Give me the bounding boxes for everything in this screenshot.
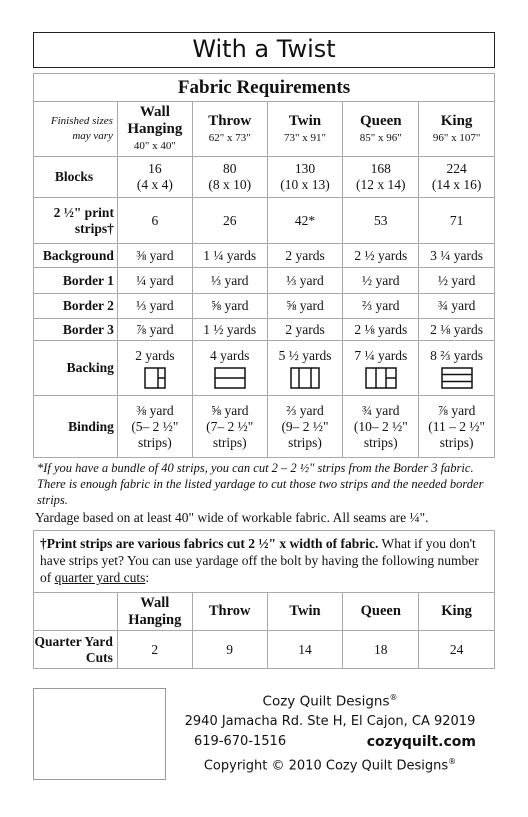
- yardage-note: Yardage based on at least 40" wide of workable fabric. All seams are ¼".: [35, 510, 429, 525]
- backing-layout-icon: [441, 367, 473, 389]
- size-header: Wall Hanging: [117, 593, 192, 631]
- cell: ⅝ yard: [192, 294, 267, 319]
- size-header: Queen: [343, 593, 419, 631]
- cell: ⅓ yard: [117, 294, 192, 319]
- footer: [180, 688, 480, 776]
- row-label: Border 3: [34, 319, 118, 341]
- row-label: 2 ½" print strips†: [34, 198, 118, 244]
- cell: ¾ yard: [419, 294, 495, 319]
- cell: 2 yards: [117, 341, 192, 396]
- row-label: Blocks: [34, 157, 118, 198]
- cell: ¾ yard (10– 2 ½" strips): [343, 396, 419, 458]
- cell: 2 yards: [267, 319, 343, 341]
- cell: 224 (14 x 16): [419, 157, 495, 198]
- address: 2940 Jamacha Rd. Ste H, El Cajon, CA 92019: [184, 713, 476, 729]
- cell: 2 ½ yards: [343, 244, 419, 268]
- cell: 8 ⅔ yards: [419, 341, 495, 396]
- border1-row: [34, 268, 495, 294]
- cell: 2 ⅛ yards: [419, 319, 495, 341]
- cell: ⅓ yard: [267, 268, 343, 294]
- pattern-title: With a Twist: [33, 32, 495, 68]
- row-label: Border 1: [34, 268, 118, 294]
- backing-layout-icon: [144, 367, 166, 389]
- size-header: Wall Hanging 40" x 40": [117, 102, 192, 157]
- print-strips-explanation: †Print strips are various fabrics cut 2 ½" x width of fabric. What if you don't have strips yet? You can use yardage off the bolt by having the following number of quarter yard cuts:: [34, 531, 495, 593]
- contact-row: [180, 732, 480, 752]
- row-label: Backing: [34, 341, 118, 396]
- cell: 1 ½ yards: [192, 319, 267, 341]
- cell: 130 (10 x 13): [267, 157, 343, 198]
- cell: 14: [267, 631, 343, 669]
- cell: 2 yards: [267, 244, 343, 268]
- border2-row: [34, 294, 495, 319]
- cell: 9: [192, 631, 267, 669]
- cell: ½ yard: [419, 268, 495, 294]
- border3-row: [34, 319, 495, 341]
- backing-layout-icon: [365, 367, 397, 389]
- website-link[interactable]: cozyquilt.com: [366, 733, 476, 750]
- quarter-yard-header-row: [34, 593, 495, 631]
- copyright: Copyright © 2010 Cozy Quilt Designs®: [203, 756, 457, 773]
- cell: 2 ⅛ yards: [343, 319, 419, 341]
- blocks-row: [34, 157, 495, 198]
- binding-row: [34, 396, 495, 458]
- cell: 7 ¼ yards: [343, 341, 419, 396]
- size-header: King: [419, 593, 495, 631]
- phone: 619-670-1516: [194, 733, 287, 749]
- strip-bundle-footnote: *If you have a bundle of 40 strips, you can cut 2 – 2 ½" strips from the Border 3 fabric. There is enough fabric in the listed yardage to cut those two strips and the needed border strips.: [37, 461, 484, 507]
- size-header: Twin 73" x 91": [267, 102, 343, 157]
- cell: 71: [419, 198, 495, 244]
- cell: 168 (12 x 14): [343, 157, 419, 198]
- quarter-yard-row: [34, 631, 495, 669]
- cell: ⅔ yard: [343, 294, 419, 319]
- size-header: King 96" x 107": [419, 102, 495, 157]
- cell: ⅓ yard: [192, 268, 267, 294]
- row-label: Background: [34, 244, 118, 268]
- cell: ⅔ yard (9– 2 ½" strips): [267, 396, 343, 458]
- print-strips-table: [33, 530, 495, 669]
- size-header: Queen 85" x 96": [343, 102, 419, 157]
- cell: 1 ¼ yards: [192, 244, 267, 268]
- cell: 53: [343, 198, 419, 244]
- backing-row: [34, 341, 495, 396]
- cell: ⅞ yard (11 – 2 ½" strips): [419, 396, 495, 458]
- cell: 4 yards: [192, 341, 267, 396]
- cell: 24: [419, 631, 495, 669]
- row-label: Binding: [34, 396, 118, 458]
- cell: 5 ½ yards: [267, 341, 343, 396]
- cell: 18: [343, 631, 419, 669]
- cell: 2: [117, 631, 192, 669]
- backing-layout-icon: [214, 367, 246, 389]
- finished-sizes-note: Finished sizes may vary: [34, 102, 118, 157]
- cell: ⅜ yard: [117, 244, 192, 268]
- cell: ½ yard: [343, 268, 419, 294]
- size-header: Throw: [192, 593, 267, 631]
- size-header: Twin: [267, 593, 343, 631]
- background-row: [34, 244, 495, 268]
- image-placeholder: [33, 688, 166, 780]
- empty-cell: [34, 593, 118, 631]
- cell: 80 (8 x 10): [192, 157, 267, 198]
- fabric-requirements-table: [33, 73, 495, 458]
- requirements-heading: Fabric Requirements: [34, 74, 495, 102]
- cell: 3 ¼ yards: [419, 244, 495, 268]
- cell: 16 (4 x 4): [117, 157, 192, 198]
- company-name: Cozy Quilt Designs®: [262, 693, 398, 710]
- row-label: Quarter Yard Cuts: [34, 631, 118, 669]
- cell: ⅝ yard (7– 2 ½" strips): [192, 396, 267, 458]
- print-strips-row: [34, 198, 495, 244]
- size-header: Throw 62" x 73": [192, 102, 267, 157]
- cell: 6: [117, 198, 192, 244]
- backing-layout-icon: [290, 367, 320, 389]
- cell: ⅝ yard: [267, 294, 343, 319]
- size-header-row: [34, 102, 495, 157]
- cell: ¼ yard: [117, 268, 192, 294]
- row-label: Border 2: [34, 294, 118, 319]
- cell: ⅜ yard (5– 2 ½" strips): [117, 396, 192, 458]
- cell: 26: [192, 198, 267, 244]
- cell: ⅞ yard: [117, 319, 192, 341]
- cell: 42*: [267, 198, 343, 244]
